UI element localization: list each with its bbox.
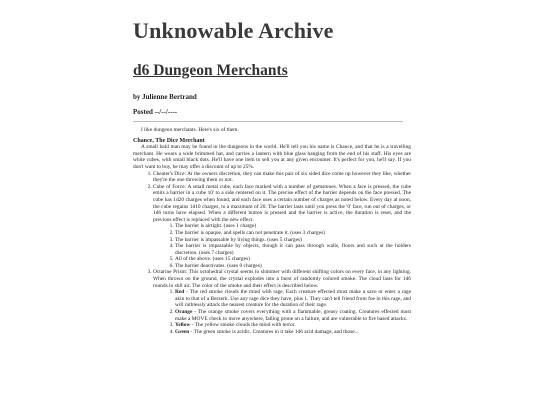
cube-effects-list xyxy=(153,223,411,269)
byline: by Julienne Bertrand xyxy=(133,93,197,101)
list-item: 6. The barrier deactivates. (uses 0 charges) xyxy=(175,263,411,270)
post-content xyxy=(133,127,411,335)
list-item: 3. The barrier is impassable by living things. (uses 5 charges) xyxy=(175,237,411,244)
divider xyxy=(133,121,403,122)
list-item: 2. The barrier is opaque, and spells can not penetrate it. (uses 3 charges) xyxy=(175,230,411,237)
prism-colors-list xyxy=(153,289,411,335)
post-title xyxy=(133,62,288,80)
list-item: 2. Orange - The orange smoke covers everything with a flammable, greasy coating. Creatures effected must make a MOVE check to move anywhere, falling prone on a failure, and are vulnerable to fire based attacks. xyxy=(175,309,411,322)
site-title[interactable]: Unknowable Archive xyxy=(133,18,334,43)
section-title: Chance, The Dice Merchant xyxy=(133,137,205,144)
post-title-link[interactable]: d6 Dungeon Merchants xyxy=(133,62,288,79)
list-item: 4. The barrier is impassable by objects, though it can pass through walls, floors and such at the holders discretion. (uses 7 charges) xyxy=(175,243,411,256)
list-item: 3. Octarine Prism: This octohedral crystal seems to shimmer with different shifting colors on every face, in any lighting. When thrown on the ground, the crystal explodes into a burst of randomly colored smoke. The cloud lasts for 1d6 rounds in still air. The color of the smoke and their effect is described below. 1. Red - The red smoke clouds the mind with rage. Each creature effected must make a save or enter a rage akin to that of a Berzerk. Use any rage dice they have, plus 1. They can't tell friend from foe in this rage, and will ruthlessly attack the nearest creature for the duration of their rage. 2. Orange - The orange smoke covers everything with a flammable, greasy coating. Creatures effected must make a MOVE check to move anywhere, falling prone on a failure, and are vulnerable to fire based attacks. 3. Yellow - The yellow smoke clouds the mind with terror. 4. Green - The green smoke is acidic. Creatures in it take 1d6 acid damage, and those... xyxy=(153,269,411,335)
list-item: 2. Cube of Force: A small metal cube, each face marked with a number of gemstones. When a face is pressed, the cube emits a barrier in a cube 10' to a side centered on it. The precise effect of the barrier depends on the face pressed. The cube has 1d20 charges when found, and each face uses a certain number of charges as noted below. Every day at noon, the cube regains 1d10 charges, to a maximum of 20. The barrier lasts until you press the '0' face, run out of charges, or 1d6 turns have elapsed. When a different button is pressed and the barrier is active, the duration is reset, and the previous effect is replaced with the new effect. 1. The barrier is airtight. (uses 1 charge) 2. The barrier is opaque, and spells can not penetrate it. (uses 3 charges) 3. The barrier is impassable by living things. (uses 5 charges) 4. The barrier is impassable by objects, though it can pass through walls, floors and such at the holders discretion. (uses 7 charges) 5. All of the above. (uses 15 charges) 6. The barrier deactivates. (uses 0 charges) xyxy=(153,184,411,270)
list-item: 4. Green - The green smoke is acidic. Creatures in it take 1d6 acid damage, and those... xyxy=(175,329,411,336)
list-item: 1. Red - The red smoke clouds the mind with rage. Each creature effected must make a save or enter a rage akin to that of a Berzerk. Use any rage dice they have, plus 1. They can't tell friend from foe in this rage, and will ruthlessly attack the nearest creature for the duration of their rage. xyxy=(175,289,411,309)
section-body: A small bald man may be found in the dungeons in the world. He'll tell you his name is Chance, and that he is a travelling merchant. He wears a wide brimmed hat, and carries a lantern with blue glass hanging from the end of his staff. His eyes are white cubes, with small black dots. He'll have one item to sell you at any given encounter. It's perfect for you, he'll say. If you don't want to buy, he may offer a discount of up to 25%. xyxy=(133,144,411,170)
intro-paragraph: I like dungeon merchants. Here's six of them. xyxy=(141,127,239,133)
list-item: 1. The barrier is airtight. (uses 1 charge) xyxy=(175,223,411,230)
list-item: 1. Cheater's Dice: At the owners discretion, they can make this pair of six sided dice come up however they like, whether they're the one throwing them or not. xyxy=(153,171,411,184)
item-list xyxy=(133,171,411,336)
list-item: 5. All of the above. (uses 15 charges) xyxy=(175,256,411,263)
posted-date: Posted --/--/---- xyxy=(133,108,178,116)
list-item: 3. Yellow - The yellow smoke clouds the mind with terror. xyxy=(175,322,411,329)
